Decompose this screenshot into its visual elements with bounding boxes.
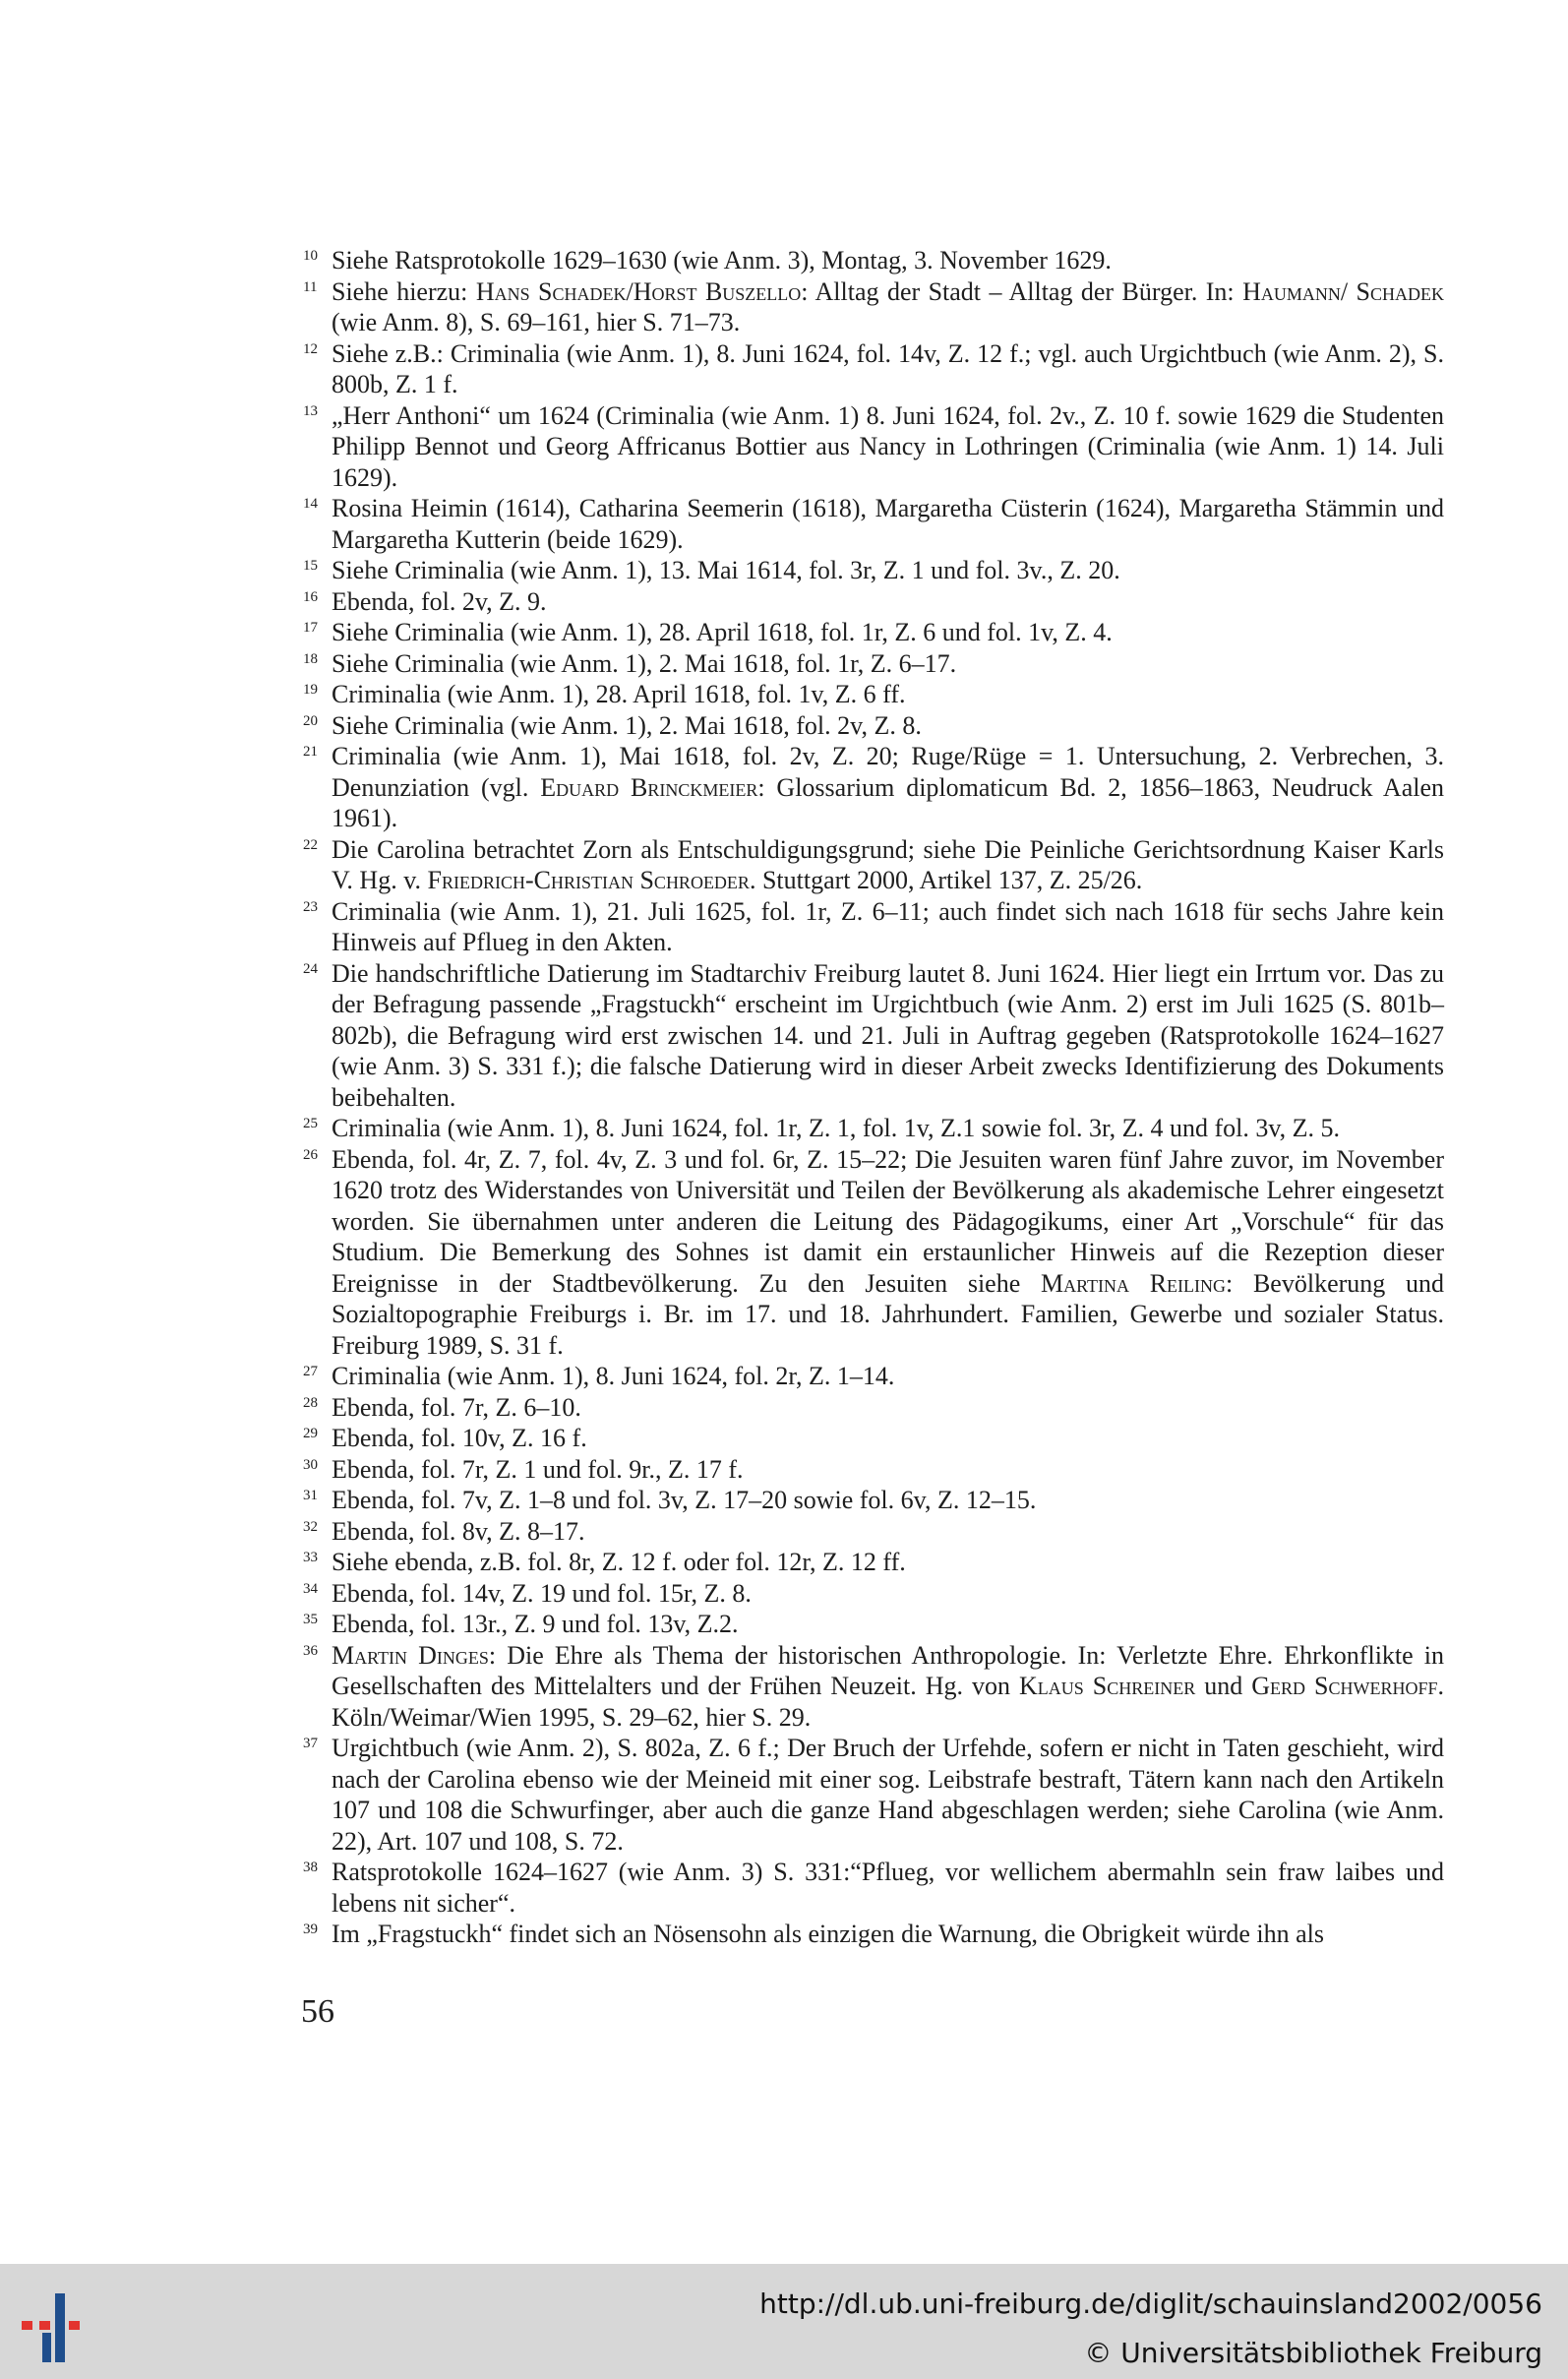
footnote — [291, 617, 1444, 648]
footnote-number: 15 — [303, 558, 318, 574]
footnote — [291, 1609, 1444, 1640]
footnote — [291, 1361, 1444, 1392]
footnote-text: : Glossarium diplomaticum Bd. 2, 1856–1863, Neudruck Aalen 1961). — [332, 772, 1445, 832]
footnote-text: : Bevölkerung und Sozialtopographie Freiburgs i. Br. im 17. und 18. Jahrhundert. Familien, Gewerbe und sozialer Status. Freiburg 1989, S. 31 f. — [332, 1268, 1444, 1360]
footnote — [291, 338, 1444, 400]
footnote — [291, 276, 1444, 338]
footnote-text: Siehe Criminalia (wie Anm. 1), 2. Mai 1618, fol. 2v, Z. 8. — [332, 710, 922, 740]
footnote-number: 12 — [303, 340, 318, 357]
footnote-text: und — [1195, 1672, 1252, 1700]
footnote — [291, 586, 1444, 618]
footnote-text: Siehe Ratsprotokolle 1629–1630 (wie Anm. 3), Montag, 3. November 1629. — [332, 246, 1112, 274]
footnote-text: Ebenda, fol. 7r, Z. 6–10. — [332, 1392, 581, 1422]
footnote — [291, 710, 1444, 742]
footnote-text: Criminalia (wie Anm. 1), Mai 1618, fol. 2v, Z. 20; Ruge/Rüge = 1. Untersuchung, 2. Verbrechen, 3. Denunziation (vgl. — [332, 742, 1444, 802]
footnote-number: 11 — [303, 278, 318, 295]
footnote-number: 31 — [303, 1488, 318, 1503]
author-name: Eduard Brinckmeier — [540, 772, 758, 802]
footnote — [291, 1857, 1444, 1919]
author-name: Hans Schadek/Horst Buszello — [475, 276, 802, 306]
footnote-text: Siehe ebenda, z.B. fol. 8r, Z. 12 f. oder fol. 12r, Z. 12 ff. — [332, 1548, 906, 1576]
footnote-number: 22 — [303, 836, 318, 853]
footnote — [291, 1578, 1444, 1610]
footnote — [291, 958, 1444, 1114]
footnote — [291, 1547, 1444, 1578]
footnote-text: Criminalia (wie Anm. 1), 8. Juni 1624, fol. 2r, Z. 1–14. — [332, 1362, 895, 1390]
author-name: Haumann/ Schadek — [1242, 276, 1444, 306]
footnote-text: Die Carolina betrachtet Zorn als Entschuldigungsgrund; siehe Die Peinliche Gerichtsordnung Kaiser Karls V. Hg. v. — [332, 834, 1444, 894]
footnote — [291, 741, 1444, 834]
footnote-number: 17 — [303, 620, 318, 636]
footnote — [291, 1144, 1444, 1362]
footnote-text: „Herr Anthoni“ um 1624 (Criminalia (wie Anm. 1) 8. Juni 1624, fol. 2v., Z. 10 f. sowie 1629 die Studenten Philipp Bennot und Georg Affricanus Bottier aus Nancy in Lothringen (Criminalia (wie Anm. 1) 14. Juli 1629). — [332, 400, 1444, 492]
footnote-text: (wie Anm. 8), S. 69–161, hier S. 71–73. — [332, 308, 741, 336]
footnote-text: Siehe Criminalia (wie Anm. 1), 2. Mai 1618, fol. 1r, Z. 6–17. — [332, 648, 957, 678]
footnote-text: Siehe hierzu: — [332, 276, 476, 306]
footnote — [291, 896, 1444, 958]
footnote — [291, 493, 1444, 555]
footnote-text: Ebenda, fol. 8v, Z. 8–17. — [332, 1516, 585, 1546]
footnote — [291, 1640, 1444, 1734]
footnote-number: 25 — [303, 1116, 318, 1131]
footnote — [291, 1392, 1444, 1424]
footnote — [291, 1113, 1444, 1144]
footnote-text: Criminalia (wie Anm. 1), 28. April 1618, fol. 1v, Z. 6 ff. — [332, 680, 906, 708]
footnote-number: 26 — [303, 1146, 318, 1163]
footnote-number: 10 — [303, 248, 318, 264]
footnote-number: 18 — [303, 650, 318, 667]
permalink-url[interactable]: http://dl.ub.uni-freiburg.de/diglit/schauinsland2002/0056 — [759, 2288, 1542, 2320]
footnote-text: Siehe Criminalia (wie Anm. 1), 13. Mai 1614, fol. 3r, Z. 1 und fol. 3v., Z. 20. — [332, 556, 1120, 584]
footnote-number: 32 — [303, 1518, 318, 1535]
author-name: Martina Reiling — [1040, 1268, 1227, 1298]
footnote — [291, 1454, 1444, 1486]
footnote — [291, 555, 1444, 586]
footnote-text: Ebenda, fol. 2v, Z. 9. — [332, 586, 547, 616]
footnote-number: 36 — [303, 1642, 318, 1659]
footnote-number: 14 — [303, 496, 318, 512]
footnote-text: . Stuttgart 2000, Artikel 137, Z. 25/26. — [749, 866, 1143, 894]
author-name: Gerd Schwerhoff — [1251, 1672, 1438, 1700]
footnote-text: Die handschriftliche Datierung im Stadtarchiv Freiburg lautet 8. Juni 1624. Hier liegt ein Irrtum vor. Das zu der Befragung passende „Fragstuckh“ erscheint im Urgichtbuch (wie Anm. 2) erst im Juli 1625 (S. 801b–802b), die Befragung wird erst zwischen 14. und 21. Juli in Auftrag gegeben (Ratsprotokolle 1624–1627 (wie Anm. 3) S. 331 f.); die falsche Datierung wird in dieser Arbeit zwecks Identifizierung des Dokuments beibehalten. — [332, 958, 1444, 1112]
footnote-text: Siehe Criminalia (wie Anm. 1), 28. April 1618, fol. 1r, Z. 6 und fol. 1v, Z. 4. — [332, 618, 1113, 646]
footnote-number: 35 — [303, 1612, 318, 1627]
footnote-number: 13 — [303, 402, 318, 419]
footnote-text: Ebenda, fol. 10v, Z. 16 f. — [332, 1424, 587, 1452]
footnote-text: Ebenda, fol. 14v, Z. 19 und fol. 15r, Z. 8. — [332, 1578, 752, 1608]
footnote-number: 37 — [303, 1736, 318, 1751]
viewer-footer-bar — [0, 2264, 1568, 2379]
footnote-number: 20 — [303, 712, 318, 729]
footnote — [291, 679, 1444, 710]
author-name: Martin Dinges — [332, 1640, 489, 1670]
footnote-number: 29 — [303, 1426, 318, 1441]
footnote — [291, 1423, 1444, 1454]
footnote — [291, 1516, 1444, 1548]
footnote — [291, 245, 1444, 276]
footnote-number: 38 — [303, 1860, 318, 1875]
footnote-number: 27 — [303, 1364, 318, 1379]
footnote-text: Im „Fragstuckh“ findet sich an Nösensohn als einzigen die Warnung, die Obrigkeit würde ihn als — [332, 1920, 1325, 1948]
footnote — [291, 834, 1444, 896]
author-name: Friedrich-Christian Schroeder — [427, 866, 750, 894]
footnote-number: 23 — [303, 898, 318, 915]
page-number: 56 — [301, 1993, 334, 2030]
footnote-text: Urgichtbuch (wie Anm. 2), S. 802a, Z. 6 f.; Der Bruch der Urfehde, sofern er nicht in Taten geschieht, wird nach der Carolina ebenso wie der Meineid mit einer sog. Leibstrafe bestraft, Tätern kann nach den Artikeln 107 und 108 die Schwurfinger, aber auch die ganze Hand abgeschlagen werden; siehe Carolina (wie Anm. 22), Art. 107 und 108, S. 72. — [332, 1734, 1444, 1856]
footnote-number: 19 — [303, 682, 318, 698]
footnote-number: 33 — [303, 1550, 318, 1565]
footnote-number: 34 — [303, 1580, 318, 1597]
ub-freiburg-logo-icon — [22, 2293, 100, 2362]
footnote — [291, 1485, 1444, 1516]
footnote-number: 39 — [303, 1922, 318, 1937]
footnote-text: Criminalia (wie Anm. 1), 21. Juli 1625, fol. 1r, Z. 6–11; auch findet sich nach 1618 für sechs Jahre kein Hinweis auf Pflueg in den Akten. — [332, 896, 1444, 956]
footnote-number: 30 — [303, 1456, 318, 1473]
footnote-text: Criminalia (wie Anm. 1), 8. Juni 1624, fol. 1r, Z. 1, fol. 1v, Z.1 sowie fol. 3r, Z. 4 und fol. 3v, Z. 5. — [332, 1114, 1341, 1142]
footnote-text: Ratsprotokolle 1624–1627 (wie Anm. 3) S. 331:“Pflueg, vor wellichem abermahln sein fraw laibes und lebens nit sicher“. — [332, 1858, 1444, 1918]
footnote-text: Ebenda, fol. 13r., Z. 9 und fol. 13v, Z.2. — [332, 1610, 739, 1638]
footnote-number: 28 — [303, 1394, 318, 1411]
footnote-text: Ebenda, fol. 7v, Z. 1–8 und fol. 3v, Z. 17–20 sowie fol. 6v, Z. 12–15. — [332, 1486, 1037, 1514]
footnote-text: Ebenda, fol. 4r, Z. 7, fol. 4v, Z. 3 und fol. 6r, Z. 15–22; Die Jesuiten waren fünf Jahre zuvor, im November 1620 trotz des Widerstandes von Universität und Teilen der Bevölkerung als akademische Lehrer eingesetzt worden. Sie übernahmen unter anderen die Leitung des Pädagogikums, einer Art „Vorschule“ für das Studium. Die Bemerkung des Sohnes ist damit ein erstaunlicher Hinweis auf die Rezeption dieser Ereignisse in der Stadtbevölkerung. Zu den Jesuiten siehe — [332, 1144, 1444, 1298]
author-name: Klaus Schreiner — [1019, 1672, 1196, 1700]
footnote — [291, 400, 1444, 494]
footnote-text: Rosina Heimin (1614), Catharina Seemerin (1618), Margaretha Cüsterin (1624), Margaretha Stämmin und Margaretha Kutterin (beide 1629). — [332, 494, 1444, 554]
footnote-text: . Köln/Weimar/Wien 1995, S. 29–62, hier S. 29. — [332, 1672, 1444, 1732]
footnote-text: : Alltag der Stadt – Alltag der Bürger. In: — [801, 276, 1243, 306]
footnote — [291, 1733, 1444, 1857]
footnote-number: 24 — [303, 960, 318, 977]
footnote — [291, 648, 1444, 680]
footnote-number: 21 — [303, 744, 318, 760]
footnote-text: : Die Ehre als Thema der historischen Anthropologie. In: Verletzte Ehre. Ehrkonflikte in Gesellschaften des Mittelalters und der Frühen Neuzeit. Hg. von — [332, 1640, 1444, 1700]
footnote-number: 16 — [303, 588, 318, 605]
copyright-notice: © Universitätsbibliothek Freiburg — [1084, 2337, 1542, 2369]
footnote — [291, 1919, 1444, 1950]
footnote-text: Ebenda, fol. 7r, Z. 1 und fol. 9r., Z. 17 f. — [332, 1454, 744, 1484]
footnotes-list — [291, 245, 1444, 1950]
footnote-text: Siehe z.B.: Criminalia (wie Anm. 1), 8. Juni 1624, fol. 14v, Z. 12 f.; vgl. auch Urgichtbuch (wie Anm. 2), S. 800b, Z. 1 f. — [332, 338, 1444, 398]
